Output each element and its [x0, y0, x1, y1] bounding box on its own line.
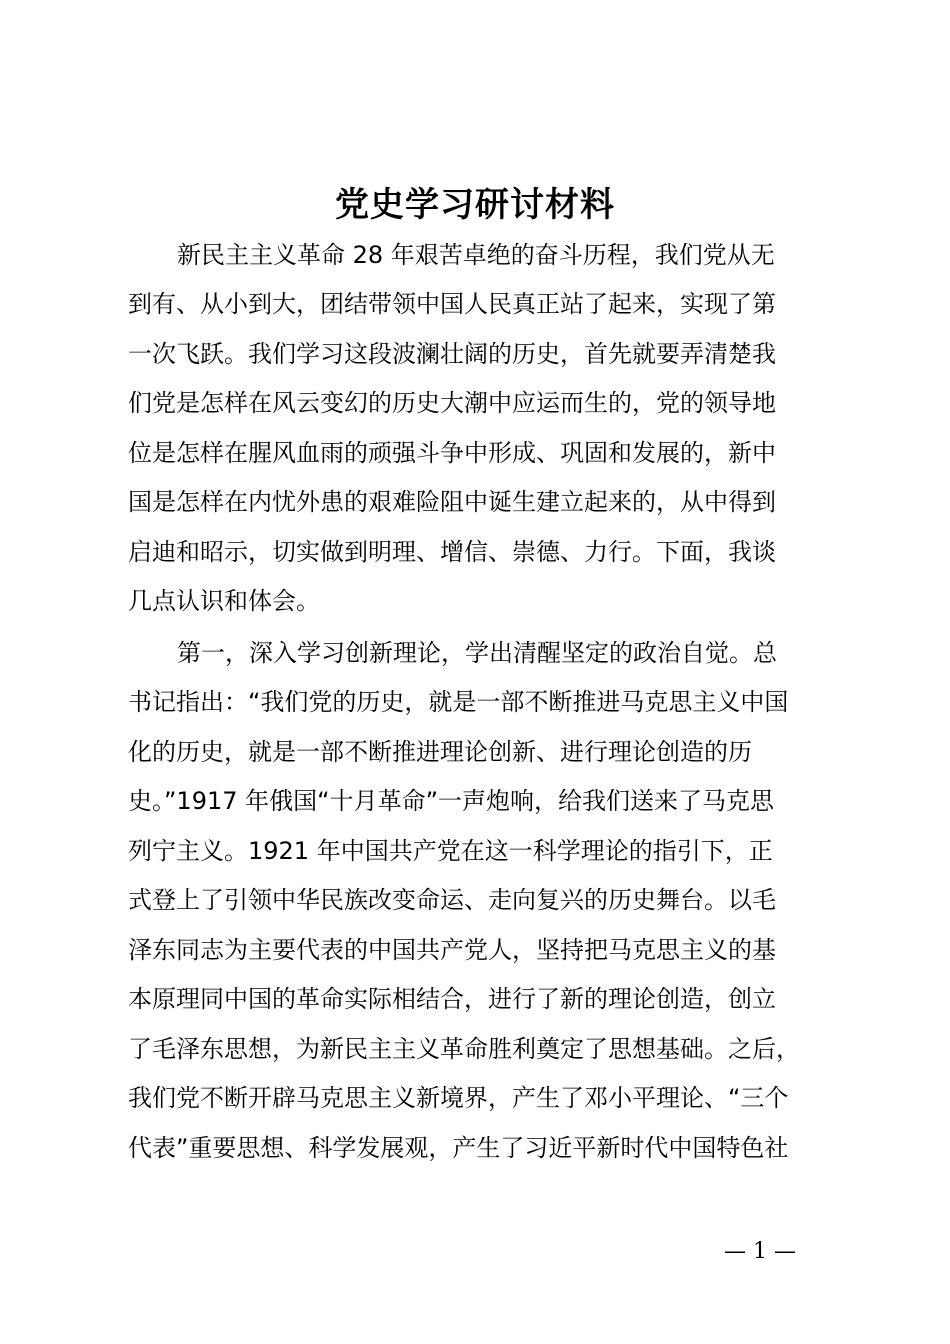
paragraph-2-line-5: 列宁主义。1921 年中国共产党在这一科学理论的指引下，正: [128, 837, 773, 865]
paragraph-1-line-5: 位是怎样在腥风血雨的顽强斗争中形成、巩固和发展的，新中: [128, 439, 776, 467]
document-title: 党史学习研讨材料: [335, 185, 615, 225]
paragraph-2-line-1: 第一，深入学习创新理论，学出清醒坚定的政治自觉。总: [177, 639, 777, 667]
paragraph-1-line-7: 启迪和昭示，切实做到明理、增信、崇德、力行。下面，我谈: [128, 538, 776, 566]
paragraph-1-line-8: 几点认识和体会。: [128, 587, 320, 615]
paragraph-2-line-2: 书记指出：“我们党的历史，就是一部不断推进马克思主义中国: [128, 688, 789, 716]
paragraph-2-line-9: 了毛泽东思想，为新民主主义革命胜利奠定了思想基础。之后，: [128, 1035, 800, 1063]
page-number: — 1 —: [724, 1239, 796, 1264]
paragraph-1-line-2: 到有、从小到大，团结带领中国人民真正站了起来，实现了第: [128, 290, 776, 318]
paragraph-1-line-3: 一次飞跃。我们学习这段波澜壮阔的历史，首先就要弄清楚我: [128, 340, 776, 368]
paragraph-2-line-6: 式登上了引领中华民族改变命运、走向复兴的历史舞台。以毛: [128, 886, 776, 914]
paragraph-2-line-3: 化的历史，就是一部不断推进理论创新、进行理论创造的历: [128, 738, 752, 766]
paragraph-1-line-6: 国是怎样在内忧外患的艰难险阻中诞生建立起来的，从中得到: [128, 488, 776, 516]
paragraph-1-line-1: 新民主主义革命 28 年艰苦卓绝的奋斗历程，我们党从无: [177, 241, 775, 269]
paragraph-1-line-4: 们党是怎样在风云变幻的历史大潮中应运而生的，党的领导地: [128, 389, 776, 417]
paragraph-2-line-4: 史。”1917 年俄国“十月革命”一声炮响，给我们送来了马克思: [128, 787, 775, 815]
paragraph-2-line-7: 泽东同志为主要代表的中国共产党人，坚持把马克思主义的基: [128, 936, 776, 964]
paragraph-2-line-8: 本原理同中国的革命实际相结合，进行了新的理论创造，创立: [128, 985, 776, 1013]
paragraph-2-line-10: 我们党不断开辟马克思主义新境界，产生了邓小平理论、“三个: [128, 1084, 789, 1112]
paragraph-2-line-11: 代表”重要思想、科学发展观，产生了习近平新时代中国特色社: [128, 1134, 789, 1162]
